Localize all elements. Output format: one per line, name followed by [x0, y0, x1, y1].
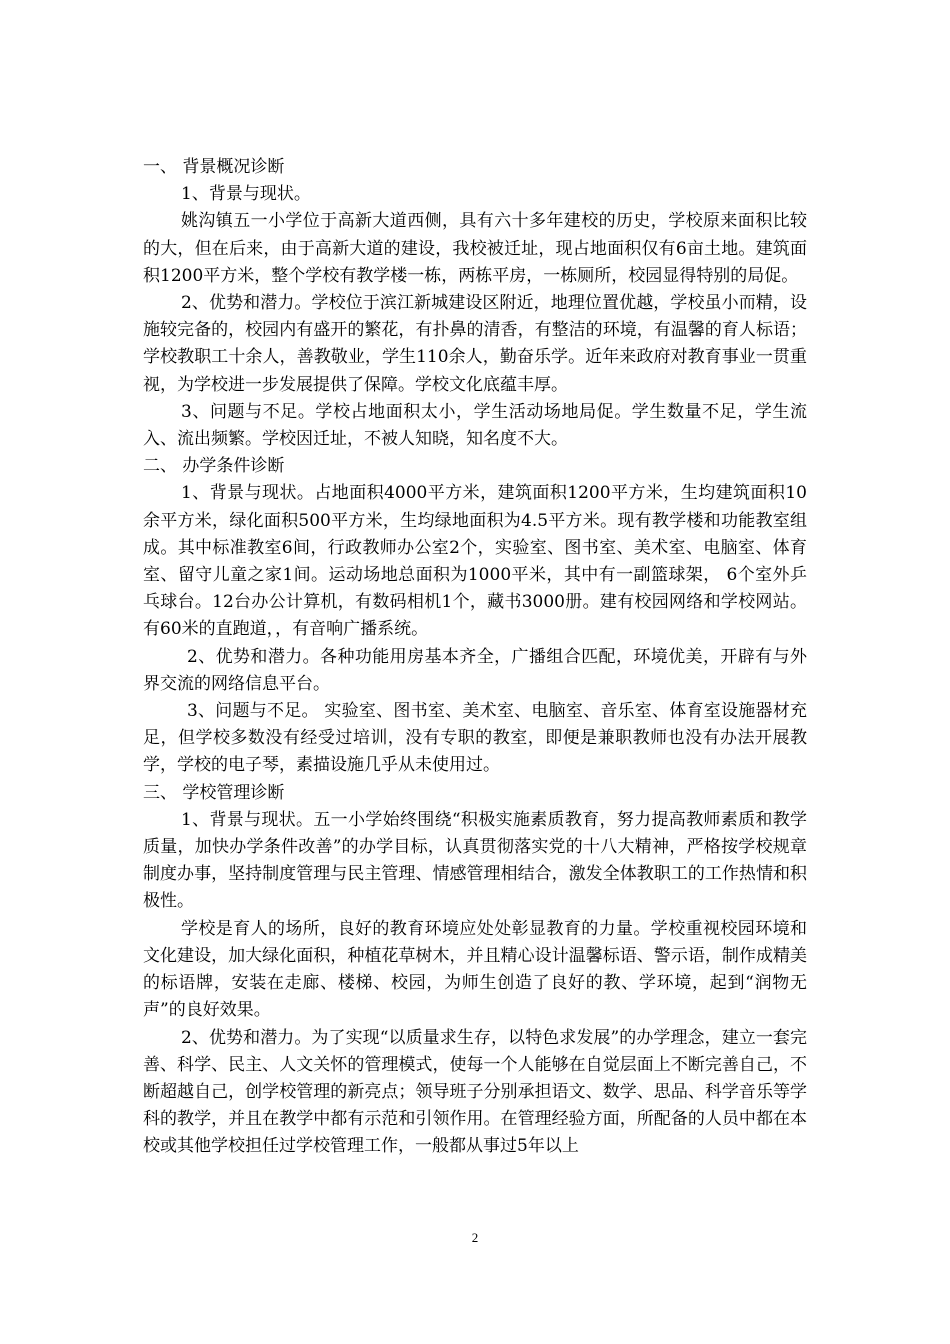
paragraph: 2、优势和潜力。学校位于滨江新城建设区附近，地理位置优越，学校虽小而精，设施较完备的，校园内有盛开的繁花，有扑鼻的清香，有整洁的环境，有温馨的育人标语；学校教职工十余人，善教敬业，学生110余人，勤奋乐学。近年来政府对教育事业一贯重视，为学校进一步发展提供了保障。学校文化底蕴丰厚。 [143, 293, 807, 395]
paragraph: 2、优势和潜力。为了实现“以质量求生存，以特色求发展”的办学理念，建立一套完善、科学、民主、人文关怀的管理模式，使每一个人能够在自觉层面上不断完善自己，不断超越自己，创学校管理的新亮点；领导班子分别承担语文、数学、思品、科学音乐等学科的教学，并且在教学中都有示范和引领作用。在管理经验方面，所配备的人员中都在本校或其他学校担任过学校管理工作，一般都从事过5年以上 [143, 1027, 807, 1157]
paragraph: 1、背景与现状。占地面积4000平方米，建筑面积1200平方米，生均建筑面积10余平方米，绿化面积500平方米，生均绿地面积为4.5平方米。现有教学楼和功能教室组成。其中标准教室6间，行政教师办公室2个，实验室、图书室、美术室、电脑室、体育室、留守儿童之家1间。运动场地总面积为1000平米，其中有一副篮球架， 6个室外乒乓球台。12台办公计算机，有数码相机1个，藏书3000册。建有校园网络和学校网站。有60米的直跑道，，有音响广播系统。 [143, 483, 807, 640]
paragraph: 姚沟镇五一小学位于高新大道西侧，具有六十多年建校的历史，学校原来面积比较的大，但在后来，由于高新大道的建设，我校被迁址，现占地面积仅有6亩土地。建筑面积1200平方米，整个学校有教学楼一栋，两栋平房，一栋厕所，校园显得特别的局促。 [143, 211, 807, 286]
paragraph: 2、优势和潜力。各种功能用房基本齐全，广播组合匹配，环境优美，开辟有与外界交流的网络信息平台。 [143, 646, 807, 694]
section-heading: 三、 学校管理诊断 [143, 782, 285, 803]
paragraph: 1、背景与现状。五一小学始终围绕“积极实施素质教育，努力提高教师素质和教学质量，加快办学条件改善”的办学目标，认真贯彻落实党的十八大精神，严格按学校规章制度办事，坚持制度管理与民主管理、情感管理相结合，激发全体教职工的工作热情和积极性。 [143, 809, 807, 912]
page-number: 2 [471, 1230, 479, 1245]
section-heading: 二、 办学条件诊断 [143, 456, 285, 477]
document-body [143, 154, 807, 1161]
paragraph: 1、背景与现状。 [181, 184, 311, 205]
paragraph: 学校是育人的场所，良好的教育环境应处处彰显教育的力量。学校重视校园环境和文化建设，加大绿化面积，种植花草树木，并且精心设计温馨标语、警示语，制作成精美的标语牌，安装在走廊、楼梯、校园，为师生创造了良好的教、学环境，起到“润物无声”的良好效果。 [143, 918, 807, 1021]
paragraph: 3、问题与不足。 实验室、图书室、美术室、电脑室、音乐室、体育室设施器材充足，但学校多数没有经受过培训，没有专职的教室，即便是兼职教师也没有办法开展教学，学校的电子琴，素描设施几乎从未使用过。 [143, 701, 807, 776]
paragraph: 3、问题与不足。学校占地面积太小，学生活动场地局促。学生数量不足，学生流入、流出频繁。学校因迁址，不被人知晓，知名度不大。 [143, 401, 807, 450]
section-heading: 一、 背景概况诊断 [143, 157, 285, 177]
